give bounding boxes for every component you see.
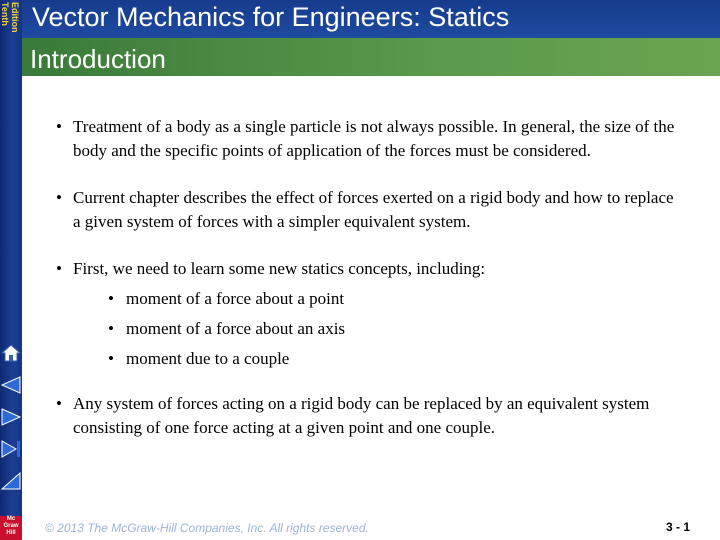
slide-content (56, 115, 676, 463)
bullet-item (56, 257, 676, 371)
bullet-text: First, we need to learn some new statics concepts, including: (73, 259, 486, 278)
edition-label (0, 0, 22, 44)
section-title: Introduction (30, 44, 166, 74)
sub-bullet-list (73, 287, 676, 371)
edition-line-1: Tenth (0, 2, 10, 26)
sub-bullet-item: • moment of a force about a point (90, 287, 676, 311)
home-icon[interactable] (0, 342, 22, 364)
back-arrow-icon[interactable] (0, 374, 22, 396)
logo-line: Mc (6, 516, 16, 522)
bullet-item: • Current chapter describes the effect of forces exerted on a rigid body and how to replace a given system of forces with a simpler equivalent system. (56, 186, 676, 234)
forward-arrow-icon[interactable] (0, 406, 22, 428)
bullet-item: • Any system of forces acting on a rigid body can be replaced by an equivalent system consisting of one force acting at a given point and one couple. (56, 392, 676, 440)
sub-bullet-item: • moment due to a couple (90, 347, 676, 371)
publisher-logo (0, 516, 22, 540)
page-number: 3 - 1 (665, 520, 690, 534)
copyright-notice: © 2013 The McGraw-Hill Companies, Inc. All rights reserved. (45, 521, 369, 535)
sub-bullet-item: • moment of a force about an axis (90, 317, 676, 341)
end-icon[interactable] (0, 438, 22, 460)
logo-line: Hill (6, 530, 16, 536)
title-bar (22, 0, 720, 38)
bullet-item: • Treatment of a body as a single particle is not always possible. In general, the size of the body and the specific points of application of the forces must be considered. (56, 115, 676, 163)
book-title: Vector Mechanics for Engineers: Statics (32, 2, 510, 32)
exit-icon[interactable] (0, 470, 22, 492)
edition-line-2: Edition (10, 2, 20, 33)
logo-line: Graw (3, 523, 19, 529)
section-bar (22, 38, 720, 76)
